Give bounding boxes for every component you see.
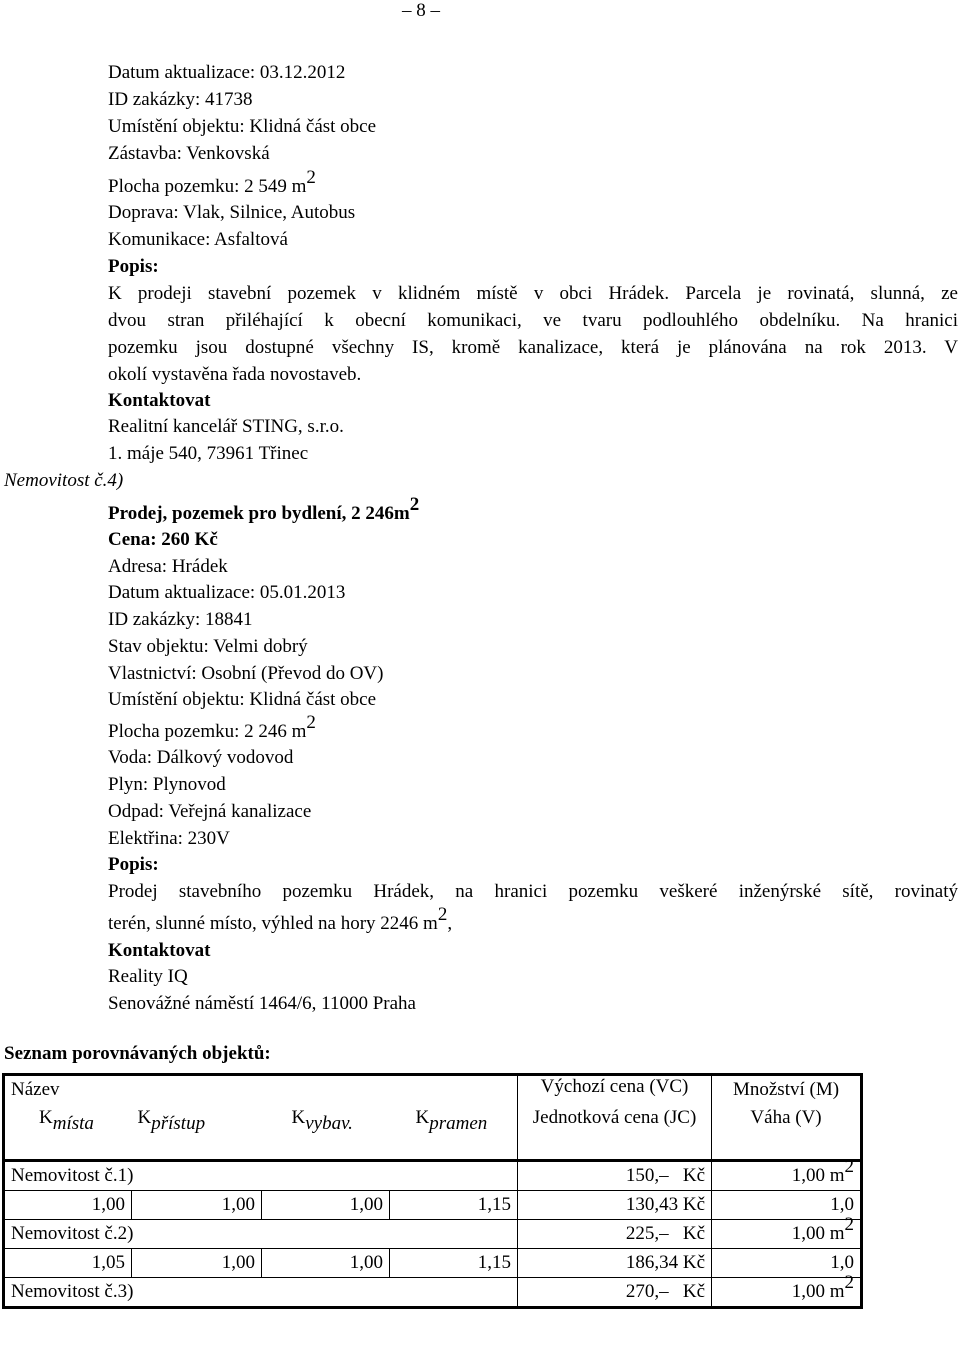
- row-k-pramen: 1,15: [390, 1249, 518, 1278]
- description-line: okolí vystavěna řada novostaveb.: [108, 364, 362, 385]
- row-unit-price: 186,34 Kč: [518, 1249, 712, 1278]
- plot-area: [108, 167, 316, 198]
- quantity-value: 1,00 m: [791, 1223, 845, 1244]
- table-row: [4, 1220, 862, 1249]
- k-subscript: přístup: [151, 1113, 206, 1134]
- agency-address: 1. máje 540, 73961 Třinec: [108, 443, 309, 464]
- table-row: [4, 1161, 862, 1191]
- row-weight: 1,0: [712, 1191, 862, 1220]
- page-number: – 8 –: [402, 0, 440, 21]
- row-unit-price: 130,43 Kč: [518, 1191, 712, 1220]
- description-line: Prodej stavebního pozemku Hrádek, na hranici pozemku veškeré inženýrské sítě, rovinatý: [108, 881, 958, 902]
- comparison-heading: Seznam porovnávaných objektů:: [4, 1043, 271, 1064]
- row-quantity: [712, 1272, 862, 1308]
- quantity-value: 1,00 m: [791, 1281, 845, 1302]
- agency-name: Realitní kancelář STING, s.r.o.: [108, 416, 344, 437]
- k-subscript: vybav.: [305, 1113, 353, 1134]
- row-price: [518, 1161, 712, 1191]
- row-k-vybav: 1,00: [262, 1249, 390, 1278]
- header-k-vybav: [262, 1107, 390, 1161]
- gas: Plyn: Plynovod: [108, 774, 226, 795]
- contact-label: Kontaktovat: [108, 390, 211, 411]
- row-k-pristup: 1,00: [132, 1191, 262, 1220]
- listing-title-exp: 2: [409, 494, 420, 515]
- ownership: Vlastnictví: Osobní (Převod do OV): [108, 663, 384, 684]
- description-line: [108, 904, 453, 935]
- header-weight: Váha (V): [712, 1107, 862, 1161]
- listing-title-text: Prodej, pozemek pro bydlení, 2 246m: [108, 503, 410, 524]
- condition: Stav objektu: Velmi dobrý: [108, 636, 308, 657]
- plot-area: [108, 712, 316, 743]
- header-k-mista: [4, 1107, 132, 1161]
- row-k-pristup: 1,00: [132, 1249, 262, 1278]
- header-name: Název: [4, 1075, 518, 1108]
- header-base-price: Výchozí cena (VC): [518, 1075, 712, 1108]
- row-price: [518, 1278, 712, 1308]
- row-name: Nemovitost č.1): [4, 1161, 518, 1191]
- row-price: [518, 1220, 712, 1249]
- description-end: ,: [447, 913, 453, 934]
- k-subscript: místa: [52, 1113, 94, 1134]
- quantity-value: 1,00 m: [791, 1165, 845, 1186]
- row-name: Nemovitost č.2): [4, 1220, 518, 1249]
- price-value: 150,–: [625, 1165, 669, 1186]
- quantity-exp: 2: [844, 1156, 855, 1177]
- price-currency: Kč: [682, 1223, 706, 1244]
- plot-area-exp: 2: [306, 167, 316, 188]
- header-k-pristup: [132, 1107, 262, 1161]
- header-unit-price: Jednotková cena (JC): [518, 1107, 712, 1161]
- price: Cena: 260 Kč: [108, 529, 218, 550]
- plot-area-text: Plocha pozemku: 2 246 m: [108, 721, 307, 742]
- k-letter: K: [137, 1107, 152, 1128]
- quantity-exp: 2: [844, 1272, 855, 1293]
- k-letter: K: [39, 1107, 53, 1128]
- row-k-mista: 1,00: [4, 1191, 132, 1220]
- water: Voda: Dálkový vodovod: [108, 747, 294, 768]
- updated-date: Datum aktualizace: 03.12.2012: [108, 62, 346, 83]
- table-row: [4, 1278, 862, 1308]
- roads: Komunikace: Asfaltová: [108, 229, 288, 250]
- table-row: [4, 1249, 862, 1278]
- row-k-pramen: 1,15: [390, 1191, 518, 1220]
- quantity-exp: 2: [844, 1214, 855, 1235]
- row-k-vybav: 1,00: [262, 1191, 390, 1220]
- description-text: terén, slunné místo, výhled na hory 2246 m: [108, 913, 438, 934]
- description-label: Popis:: [108, 256, 159, 277]
- order-id: ID zakázky: 18841: [108, 609, 253, 630]
- row-quantity: [712, 1214, 862, 1249]
- agency-name: Reality IQ: [108, 966, 188, 987]
- header-k-pramen: [390, 1107, 518, 1161]
- location: Umístění objektu: Klidná část obce: [108, 116, 377, 137]
- row-quantity: [712, 1156, 862, 1191]
- description-label: Popis:: [108, 854, 159, 875]
- listing-title: [108, 494, 420, 525]
- description-exp: 2: [437, 904, 448, 925]
- header-quantity: Množství (M): [712, 1075, 862, 1108]
- k-letter: K: [415, 1107, 430, 1128]
- description-line: K prodeji stavební pozemek v klidném místě v obci Hrádek. Parcela je rovinatá, slunná, ze: [108, 283, 958, 304]
- building-type: Zástavba: Venkovská: [108, 143, 270, 164]
- table-header-row: [4, 1107, 862, 1161]
- row-weight: 1,0: [712, 1249, 862, 1278]
- price-value: 225,–: [625, 1223, 669, 1244]
- price-value: 270,–: [625, 1281, 669, 1302]
- address: Adresa: Hrádek: [108, 556, 228, 577]
- row-name: Nemovitost č.3): [4, 1278, 518, 1308]
- table-row: [4, 1191, 862, 1220]
- row-k-mista: 1,05: [4, 1249, 132, 1278]
- description-line: dvou stran přiléhající k obecní komunikaci, ve tvaru podlouhlého obdelníku. Na hranici: [108, 310, 958, 331]
- price-currency: Kč: [682, 1281, 706, 1302]
- sewage: Odpad: Veřejná kanalizace: [108, 801, 312, 822]
- updated-date: Datum aktualizace: 05.01.2013: [108, 582, 346, 603]
- plot-area-exp: 2: [306, 712, 316, 733]
- k-letter: K: [291, 1107, 306, 1128]
- contact-label: Kontaktovat: [108, 940, 211, 961]
- table-header-row: [4, 1075, 862, 1108]
- description-line: pozemku jsou dostupné všechny IS, kromě kanalizace, která je plánována na rok 2013. V: [108, 337, 958, 358]
- agency-address: Senovážné náměstí 1464/6, 11000 Praha: [108, 993, 416, 1014]
- order-id: ID zakázky: 41738: [108, 89, 253, 110]
- comparison-table: [2, 1073, 863, 1309]
- k-subscript: pramen: [429, 1113, 488, 1134]
- location: Umístění objektu: Klidná část obce: [108, 689, 377, 710]
- transport: Doprava: Vlak, Silnice, Autobus: [108, 202, 356, 223]
- property-heading: Nemovitost č.4): [4, 470, 124, 491]
- plot-area-text: Plocha pozemku: 2 549 m: [108, 176, 307, 197]
- electricity: Elektřina: 230V: [108, 828, 230, 849]
- price-currency: Kč: [682, 1165, 706, 1186]
